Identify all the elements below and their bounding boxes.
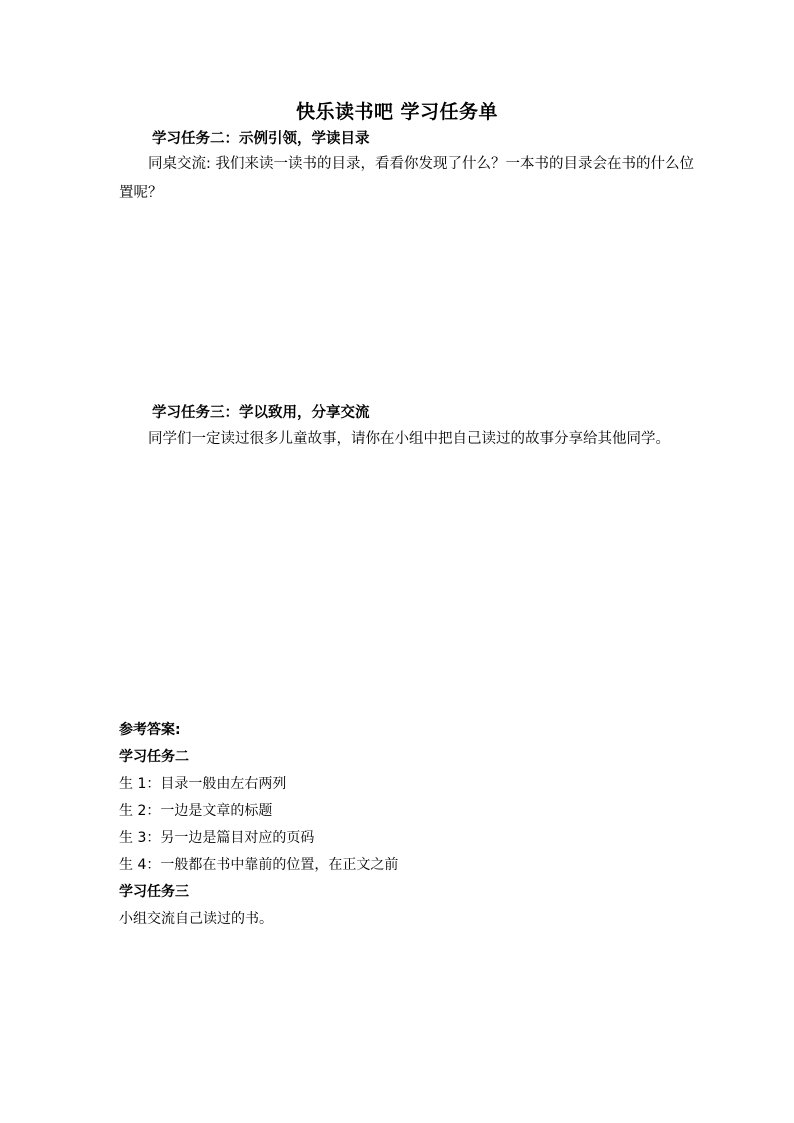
task3-heading: 学习任务三：学以致用，分享交流: [152, 405, 370, 421]
answer-item: 生 4：一般都在书中靠前的位置，在正文之前: [119, 857, 399, 873]
task2-paragraph-line2: 置呢？: [119, 185, 163, 201]
answers-heading: 参考答案:: [119, 722, 181, 738]
answer-item: 生 2：一边是文章的标题: [119, 803, 273, 819]
task3-paragraph: 同学们一定读过很多儿童故事，请你在小组中把自己读过的故事分享给其他同学。: [148, 431, 670, 447]
answers-task3-answer: 小组交流自己读过的书。: [119, 911, 273, 927]
answer-item: 生 3：另一边是篇目对应的页码: [119, 830, 315, 846]
answers-task3-heading: 学习任务三: [119, 884, 189, 900]
document-title: 快乐读书吧 学习任务单: [295, 101, 499, 123]
answers-task2-heading: 学习任务二: [119, 749, 189, 765]
task2-heading: 学习任务二：示例引领，学读目录: [152, 131, 370, 147]
answer-item: 生 1：目录一般由左右两列: [119, 776, 287, 792]
task2-paragraph-line1: 同桌交流: 我们来读一读书的目录，看看你发现了什么？一本书的目录会在书的什么位: [148, 156, 694, 172]
